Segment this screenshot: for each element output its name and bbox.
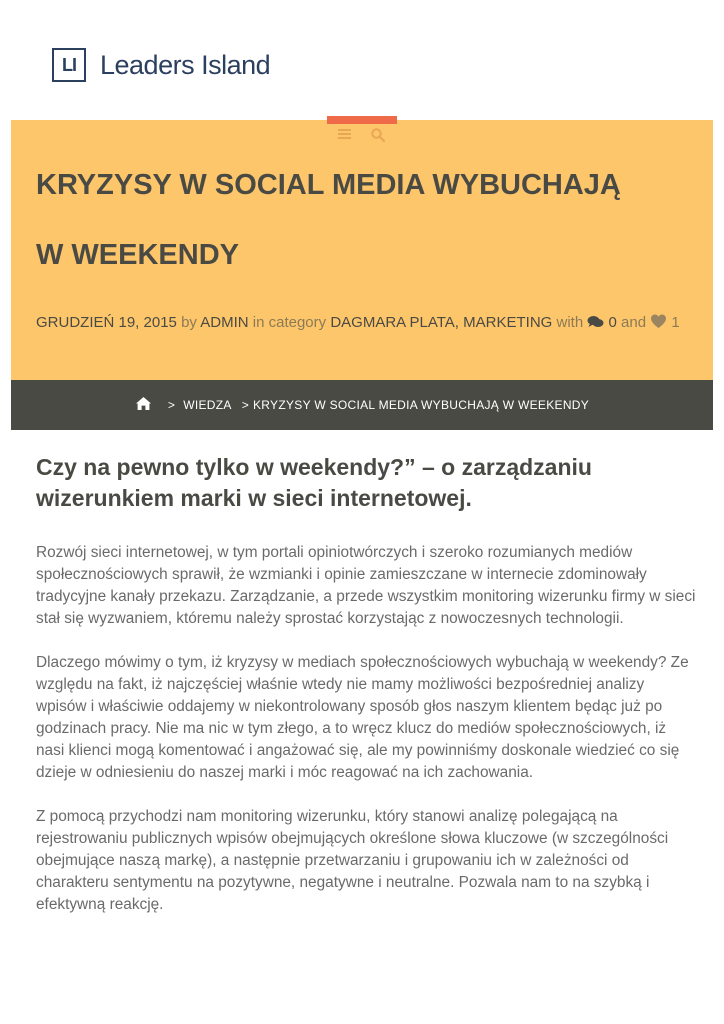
category-link-marketing[interactable]: MARKETING [463,314,553,331]
post-author-link[interactable]: ADMIN [200,314,249,331]
comments-link[interactable] [587,314,621,331]
post-title-line-2: W WEEKENDY [36,239,239,271]
likes-count: 1 [671,314,680,331]
article-paragraph: Z pomocą przychodzi nam monitoring wizerunku, który stanowi analizę polegającą na rejestrowaniu publicznych wpisów obejmujących określone słowa kluczowe (w szczególności obejmujące naszą markę), a następnie przetwarzaniu i grupowaniu ich w zależności od charakteru sentymentu na pozytywne, negatywne i neutralne. Pozwala nam to na szybką i efektywną reakcję. [36,808,669,913]
breadcrumb-separator: > [167,398,176,412]
post-title-line-1: KRYZYSY W SOCIAL MEDIA WYBUCHAJĄ [36,169,621,201]
article-paragraph: Rozwój sieci internetowej, w tym portali opiniotwórczych i szeroko rozumianych mediów społecznościowych sprawił, że wzmianki i opinie zamieszczane w internecie zdominowały tradycyjne kanały przekazu. Zarządzanie, a przede wszystkim monitoring wizerunku firmy w sieci stał się wyzwaniem, któremu należy sprostać korzystając z nowoczesnych technologii. [36,544,696,627]
logo-text: Leaders Island [100,49,271,80]
category-link-dagmara-plata[interactable]: DAGMARA PLATA [330,314,455,331]
meta-and: and [621,314,647,331]
hero-toolbar [338,128,385,142]
breadcrumb-item-wiedza[interactable]: WIEDZA [183,398,232,412]
home-icon[interactable] [135,396,152,414]
meta-comma: , [454,314,459,331]
article-heading: Czy na pewno tylko w weekendy?” – o zarządzaniu wizerunkiem marki w sieci internetowej. [36,454,592,511]
meta-in-category: in category [252,314,327,331]
post-title [36,150,696,290]
article-paragraph: Dlaczego mówimy o tym, iż kryzysy w mediach społecznościowych wybuchają w weekendy? Ze względu na fakt, iż najczęściej właśnie wtedy nie mamy możliwości bezpośredniej analizy wpisów i właściwie oddajemy w niekontrolowany sposób głos naszym klientem będąc już po godzinach pracy. Nie ma nic w tym złego, a to wręcz klucz do mediów społecznościowych, iż nasi klienci mogą komentować i angażować się, ale my powinniśmy doskonale wiedzieć co się dzieje w odniesieniu do naszej marki i móc reagować na ich zachowania. [36,654,689,781]
breadcrumb-separator: > [241,398,249,412]
post-meta [36,312,686,336]
comments-count: 0 [608,314,617,331]
breadcrumb [11,380,713,430]
hero-accent-bar [327,116,397,124]
article-body [36,452,696,938]
post-date: GRUDZIEŃ 19, 2015 [36,314,177,331]
menu-icon[interactable] [338,128,351,142]
comments-icon [587,314,604,336]
like-button[interactable] [650,314,680,331]
heart-icon [650,314,667,336]
breadcrumb-item-current: KRYZYSY W SOCIAL MEDIA WYBUCHAJĄ W WEEKENDY [253,398,590,412]
logo-mark: LI [52,48,86,82]
meta-by: by [181,314,197,331]
meta-with: with [556,314,584,331]
site-logo[interactable] [52,45,270,85]
search-icon[interactable] [371,128,385,142]
